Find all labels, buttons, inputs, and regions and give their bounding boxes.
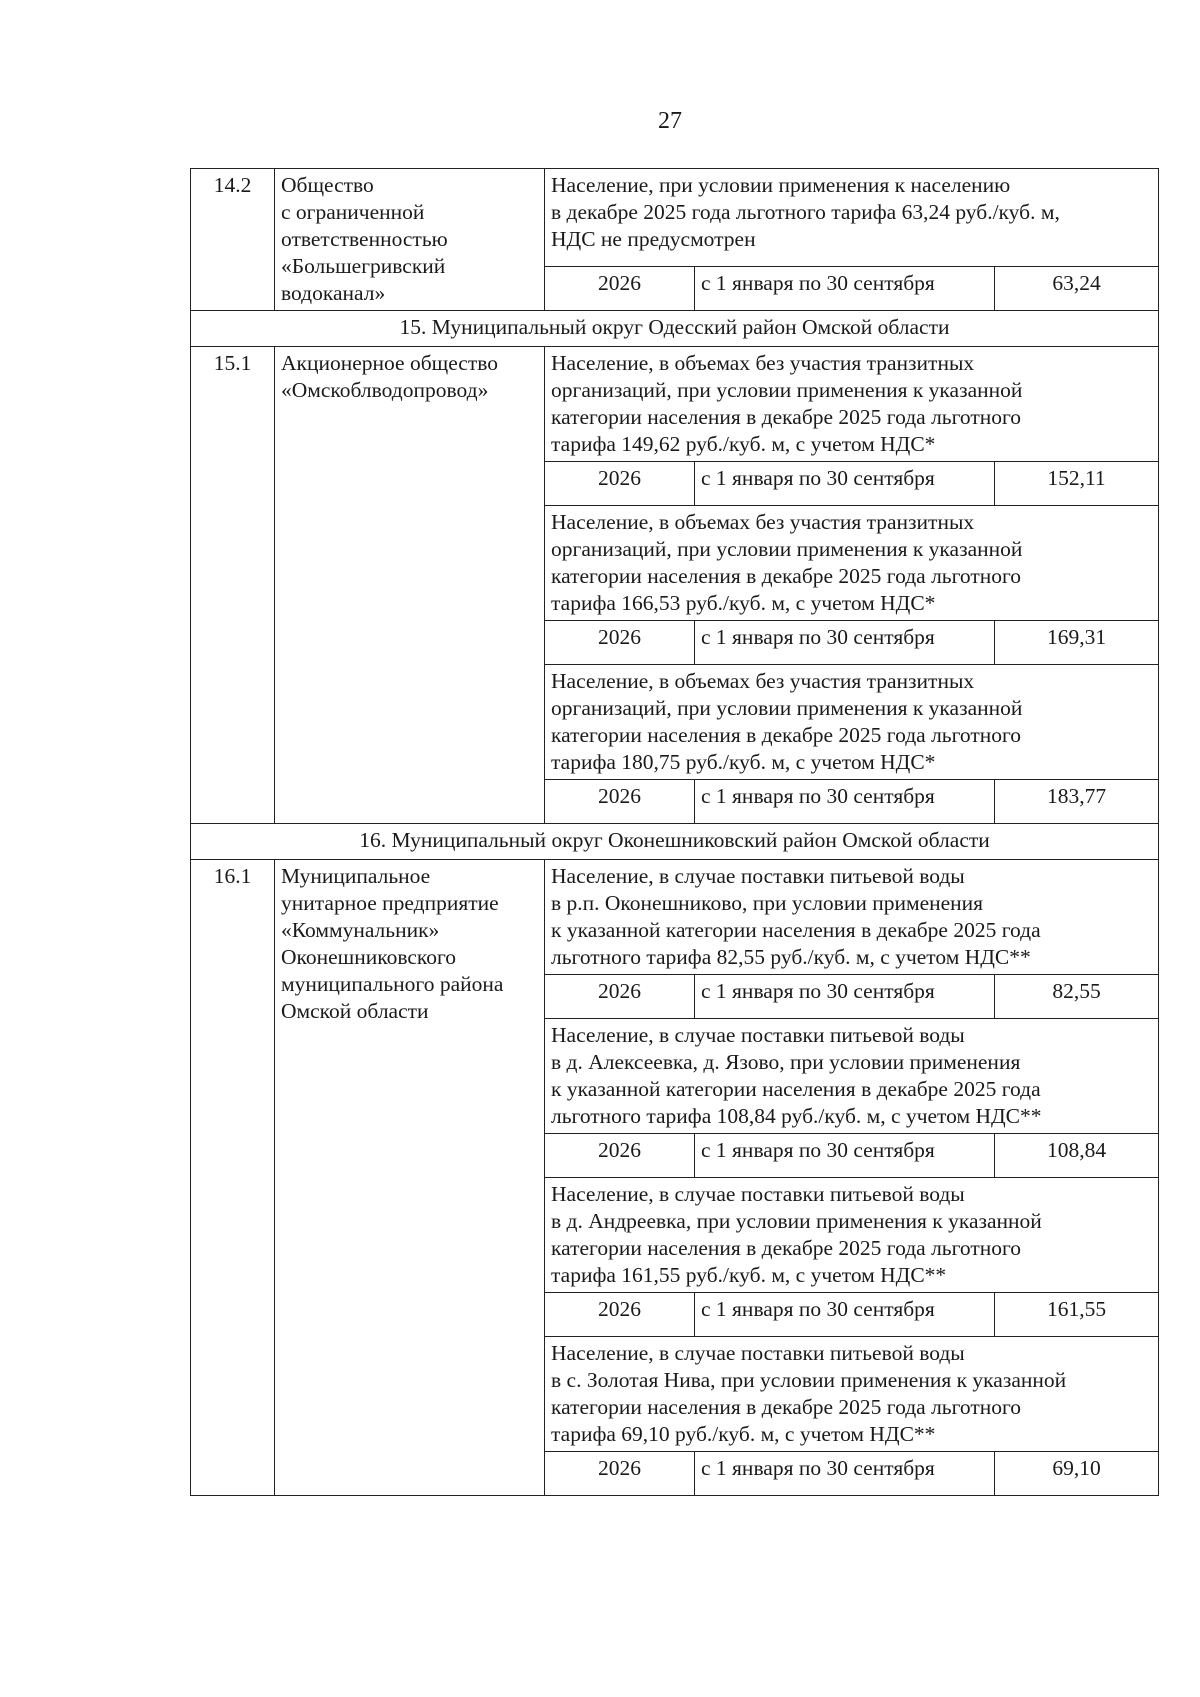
tariff-value: 169,31 xyxy=(995,621,1159,665)
desc-line: Население, в объемах без участия транзитных xyxy=(551,510,975,534)
tariff-value: 161,55 xyxy=(995,1293,1159,1337)
desc-line: тарифа 161,55 руб./куб. м, с учетом НДС** xyxy=(551,1263,947,1287)
desc-line: Население, при условии применения к населению xyxy=(551,173,1011,197)
desc-line: организаций, при условии применения к указанной xyxy=(551,696,1023,720)
desc-line: Население, в случае поставки питьевой воды xyxy=(551,1341,965,1365)
consumer-category xyxy=(545,665,1159,780)
tariff-table xyxy=(190,168,1159,1496)
desc-line: категории населения в декабре 2025 года льготного xyxy=(551,405,1022,429)
desc-line: НДС не предусмотрен xyxy=(551,227,756,251)
tariff-value: 69,10 xyxy=(995,1452,1159,1496)
org-line: Акционерное общество xyxy=(281,351,498,375)
desc-line: Население, в случае поставки питьевой воды xyxy=(551,1182,965,1206)
consumer-category xyxy=(545,506,1159,621)
organization-name xyxy=(275,169,545,311)
period-cell: с 1 января по 30 сентября xyxy=(695,267,995,311)
tariff-value: 152,11 xyxy=(995,462,1159,506)
organization-name xyxy=(275,347,545,824)
consumer-category xyxy=(545,860,1159,975)
desc-line: категории населения в декабре 2025 года льготного xyxy=(551,1236,1022,1260)
tariff-value: 63,24 xyxy=(995,267,1159,311)
period-cell: с 1 января по 30 сентября xyxy=(695,1293,995,1337)
period-cell: с 1 января по 30 сентября xyxy=(695,462,995,506)
desc-line: категории населения в декабре 2025 года льготного xyxy=(551,723,1022,747)
org-line: ответственностью xyxy=(281,227,448,251)
table-row xyxy=(191,860,1159,975)
period-cell: с 1 января по 30 сентября xyxy=(695,1134,995,1178)
desc-line: Население, в объемах без участия транзитных xyxy=(551,669,975,693)
desc-line: льготного тарифа 82,55 руб./куб. м, с учетом НДС** xyxy=(551,945,1031,969)
desc-line: в декабре 2025 года льготного тарифа 63,24 руб./куб. м, xyxy=(551,200,1060,224)
org-line: Оконешниковского xyxy=(281,945,457,969)
desc-line: в р.п. Оконешниково, при условии применения xyxy=(551,891,984,915)
desc-line: к указанной категории населения в декабре 2025 года xyxy=(551,918,1041,942)
consumer-category xyxy=(545,1337,1159,1452)
desc-line: тарифа 180,75 руб./куб. м, с учетом НДС* xyxy=(551,750,936,774)
desc-line: тарифа 69,10 руб./куб. м, с учетом НДС** xyxy=(551,1422,936,1446)
section-header: 15. Муниципальный округ Одесский район Омской области xyxy=(191,311,1159,347)
tariff-value: 82,55 xyxy=(995,975,1159,1019)
page-number: 27 xyxy=(658,108,682,134)
org-line: муниципального района xyxy=(281,972,504,996)
org-line: Омской области xyxy=(281,999,429,1023)
table-row xyxy=(191,169,1159,267)
desc-line: организаций, при условии применения к указанной xyxy=(551,378,1023,402)
period-cell: с 1 января по 30 сентября xyxy=(695,1452,995,1496)
desc-line: тарифа 166,53 руб./куб. м, с учетом НДС* xyxy=(551,591,936,615)
year-cell: 2026 xyxy=(545,1452,695,1496)
row-number: 14.2 xyxy=(191,169,275,311)
desc-line: в с. Золотая Нива, при условии применения к указанной xyxy=(551,1368,1067,1392)
consumer-category xyxy=(545,1019,1159,1134)
organization-name xyxy=(275,860,545,1496)
table-row xyxy=(191,824,1159,860)
consumer-category xyxy=(545,1178,1159,1293)
org-line: «Коммунальник» xyxy=(281,918,440,942)
desc-line: категории населения в декабре 2025 года льготного xyxy=(551,1395,1022,1419)
desc-line: Население, в случае поставки питьевой воды xyxy=(551,864,965,888)
row-number: 15.1 xyxy=(191,347,275,824)
consumer-category xyxy=(545,347,1159,462)
year-cell: 2026 xyxy=(545,462,695,506)
desc-line: Население, в случае поставки питьевой воды xyxy=(551,1023,965,1047)
org-line: унитарное предприятие xyxy=(281,891,499,915)
tariff-value: 183,77 xyxy=(995,780,1159,824)
desc-line: к указанной категории населения в декабре 2025 года xyxy=(551,1077,1041,1101)
table-row xyxy=(191,347,1159,462)
year-cell: 2026 xyxy=(545,1134,695,1178)
org-line: Общество xyxy=(281,173,374,197)
year-cell: 2026 xyxy=(545,267,695,311)
org-line: Муниципальное xyxy=(281,864,431,888)
period-cell: с 1 января по 30 сентября xyxy=(695,780,995,824)
consumer-category xyxy=(545,169,1159,267)
org-line: «Омскоблводопровод» xyxy=(281,378,489,402)
table-row xyxy=(191,311,1159,347)
year-cell: 2026 xyxy=(545,780,695,824)
period-cell: с 1 января по 30 сентября xyxy=(695,621,995,665)
desc-line: категории населения в декабре 2025 года льготного xyxy=(551,564,1022,588)
row-number: 16.1 xyxy=(191,860,275,1496)
org-line: «Большегривский xyxy=(281,254,446,278)
org-line: водоканал» xyxy=(281,281,386,305)
year-cell: 2026 xyxy=(545,1293,695,1337)
org-line: с ограниченной xyxy=(281,200,425,224)
desc-line: льготного тарифа 108,84 руб./куб. м, с учетом НДС** xyxy=(551,1104,1042,1128)
section-header: 16. Муниципальный округ Оконешниковский район Омской области xyxy=(191,824,1159,860)
year-cell: 2026 xyxy=(545,621,695,665)
desc-line: в д. Алексеевка, д. Язово, при условии применения xyxy=(551,1050,1021,1074)
period-cell: с 1 января по 30 сентября xyxy=(695,975,995,1019)
desc-line: Население, в объемах без участия транзитных xyxy=(551,351,975,375)
desc-line: организаций, при условии применения к указанной xyxy=(551,537,1023,561)
year-cell: 2026 xyxy=(545,975,695,1019)
desc-line: тарифа 149,62 руб./куб. м, с учетом НДС* xyxy=(551,432,936,456)
tariff-value: 108,84 xyxy=(995,1134,1159,1178)
desc-line: в д. Андреевка, при условии применения к указанной xyxy=(551,1209,1042,1233)
